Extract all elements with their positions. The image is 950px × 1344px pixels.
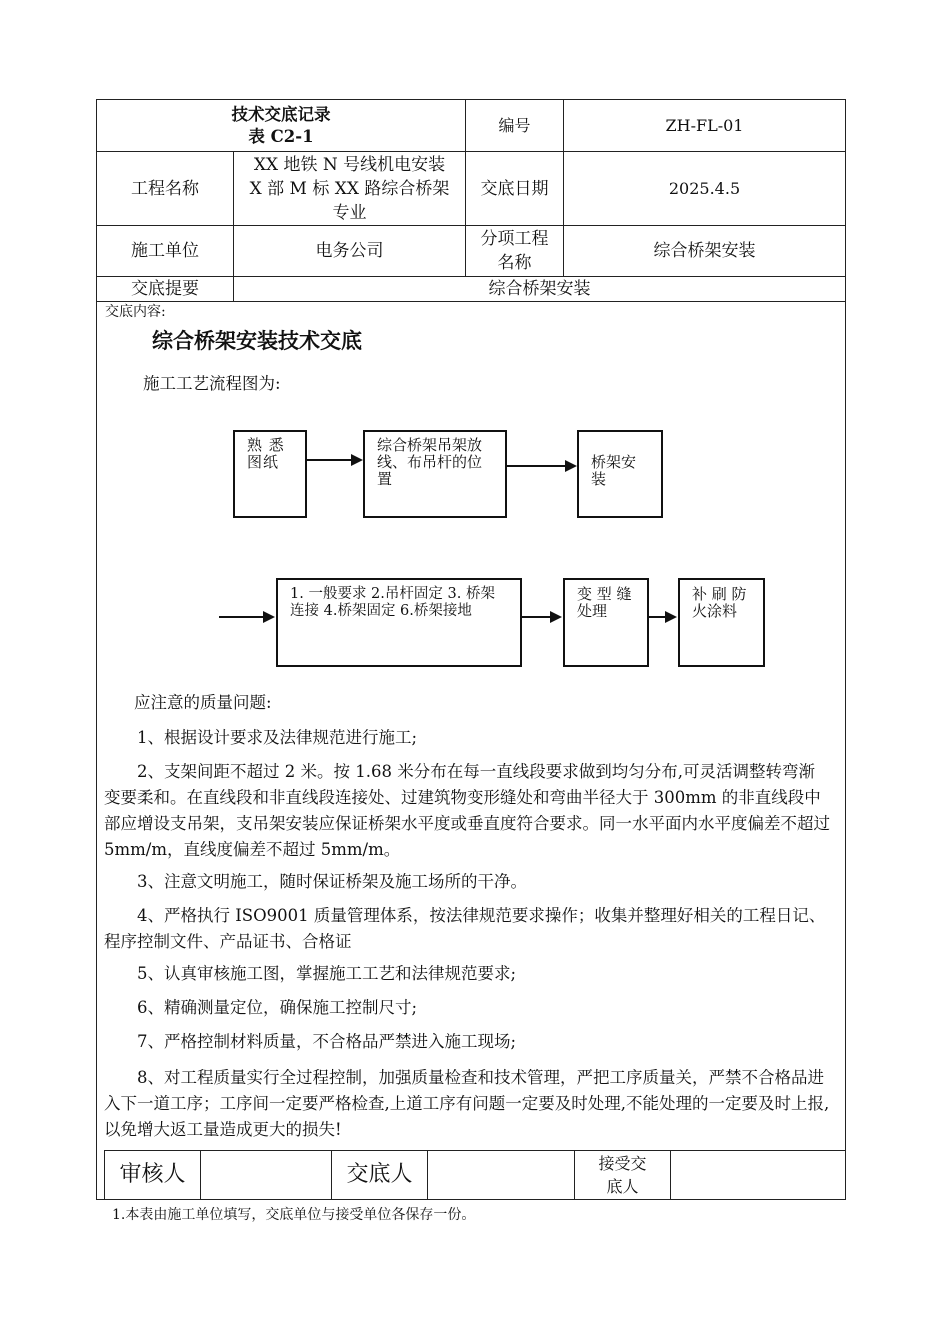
summary-value: 综合桥架安装 xyxy=(488,279,591,299)
flow-arrow-2-line xyxy=(507,465,567,467)
content-label: 交底内容: xyxy=(105,304,166,320)
subitem-label-line2: 名称 xyxy=(497,253,532,273)
quality-item-7: 7、严格控制材料质量，不合格品严禁进入施工现场; xyxy=(137,1032,517,1051)
flow-box-joint: 变 型 缝 处理 xyxy=(563,578,649,667)
receiver-label-line1: 接受交 xyxy=(598,1154,647,1173)
flow-box-steps: 1. 一般要求 2.吊杆固定 3. 桥架连接 4.桥架固定 6.桥架接地 xyxy=(276,578,522,667)
flow-box-layout: 综合桥架吊架放线、布吊杆的位置 xyxy=(363,430,507,518)
flow-arrow-4-line xyxy=(522,616,552,618)
number-label: 编号 xyxy=(498,115,531,135)
project-value-line1: XX 地铁 N 号线机电安装 xyxy=(253,154,446,175)
unit-label: 施工单位 xyxy=(131,241,199,261)
reviewer-signature xyxy=(201,1151,331,1199)
record-title-line1: 技术交底记录 xyxy=(231,104,331,124)
quality-item-4: 4、严格执行 ISO9001 质量管理体系，按法律规范要求操作；收集并整理好相关的工程日记、程序控制文件、产品证书、合格证 xyxy=(104,906,826,951)
flow-arrow-1-line xyxy=(307,459,353,461)
receiver-label-line2: 底人 xyxy=(606,1177,639,1196)
flow-arrow-3-icon xyxy=(263,611,275,623)
quality-item-8: 8、对工程质量实行全过程控制，加强质量检查和技术管理，严把工序质量关，严禁不合格品进入下一道工序；工序间一定要严格检查,上道工序有问题一定要及时处理,不能处理的一定要及时上报,以免增大返工量造成更大的损失! xyxy=(104,1068,830,1139)
date-label: 交底日期 xyxy=(480,178,549,199)
flow-box-fireproof: 补 刷 防 火涂料 xyxy=(678,578,765,667)
flow-arrow-2-icon xyxy=(565,460,577,472)
flow-arrow-3-line xyxy=(219,616,265,618)
discloser-label: 交底人 xyxy=(346,1162,413,1187)
content-title: 综合桥架安装技术交底 xyxy=(152,328,362,353)
flow-arrow-4-icon xyxy=(550,611,562,623)
subitem-label-line1: 分项工程 xyxy=(480,229,549,249)
project-value-line3: 专业 xyxy=(332,202,367,223)
footnote: 1.本表由施工单位填写，交底单位与接受单位各保存一份。 xyxy=(112,1207,476,1223)
subitem-value: 综合桥架安装 xyxy=(653,241,756,261)
record-title-line2: 表 C2-1 xyxy=(248,126,314,146)
flow-arrow-5-icon xyxy=(665,611,677,623)
flow-box-familiarize: 熟 悉 图纸 xyxy=(233,430,307,518)
quality-item-3: 3、注意文明施工，随时保证桥架及施工场所的干净。 xyxy=(137,872,527,891)
unit-value: 电务公司 xyxy=(315,241,384,261)
receiver-signature xyxy=(671,1151,845,1199)
project-value xyxy=(234,152,465,225)
summary-label: 交底提要 xyxy=(131,279,199,299)
receiver-label xyxy=(575,1151,670,1199)
quality-item-6: 6、精确测量定位，确保施工控制尺寸; xyxy=(137,998,418,1017)
flow-intro: 施工工艺流程图为: xyxy=(143,374,281,393)
flow-arrow-1-icon xyxy=(351,454,363,466)
number-value: ZH-FL-01 xyxy=(665,115,744,135)
quality-item-2: 2、支架间距不超过 2 米。按 1.68 米分布在每一直线段要求做到均匀分布,可灵活调整转弯渐变要柔和。在直线段和非直线段连接处、过建筑物变形缝处和弯曲半径大于 300mm 的非直线段中部应增设支吊架，支吊架安装应保证桥架水平度或垂直度符合要求。同一水平面内水平度偏差不超过 5mm/m，直线度偏差不超过 5mm/m。 xyxy=(104,762,830,859)
reviewer-label: 审核人 xyxy=(119,1162,186,1187)
project-value-line2: X 部 M 标 XX 路综合桥架 xyxy=(249,178,450,199)
record-title xyxy=(97,100,465,151)
discloser-signature xyxy=(428,1151,574,1199)
date-value: 2025.4.5 xyxy=(668,178,741,198)
subitem-label xyxy=(466,226,563,276)
flow-box-install: 桥架安装 xyxy=(577,430,663,518)
quality-intro: 应注意的质量问题: xyxy=(134,693,272,712)
project-label: 工程名称 xyxy=(131,178,199,199)
quality-item-1: 1、根据设计要求及法律规范进行施工; xyxy=(137,728,418,747)
quality-item-5: 5、认真审核施工图，掌握施工工艺和法律规范要求; xyxy=(137,964,517,983)
